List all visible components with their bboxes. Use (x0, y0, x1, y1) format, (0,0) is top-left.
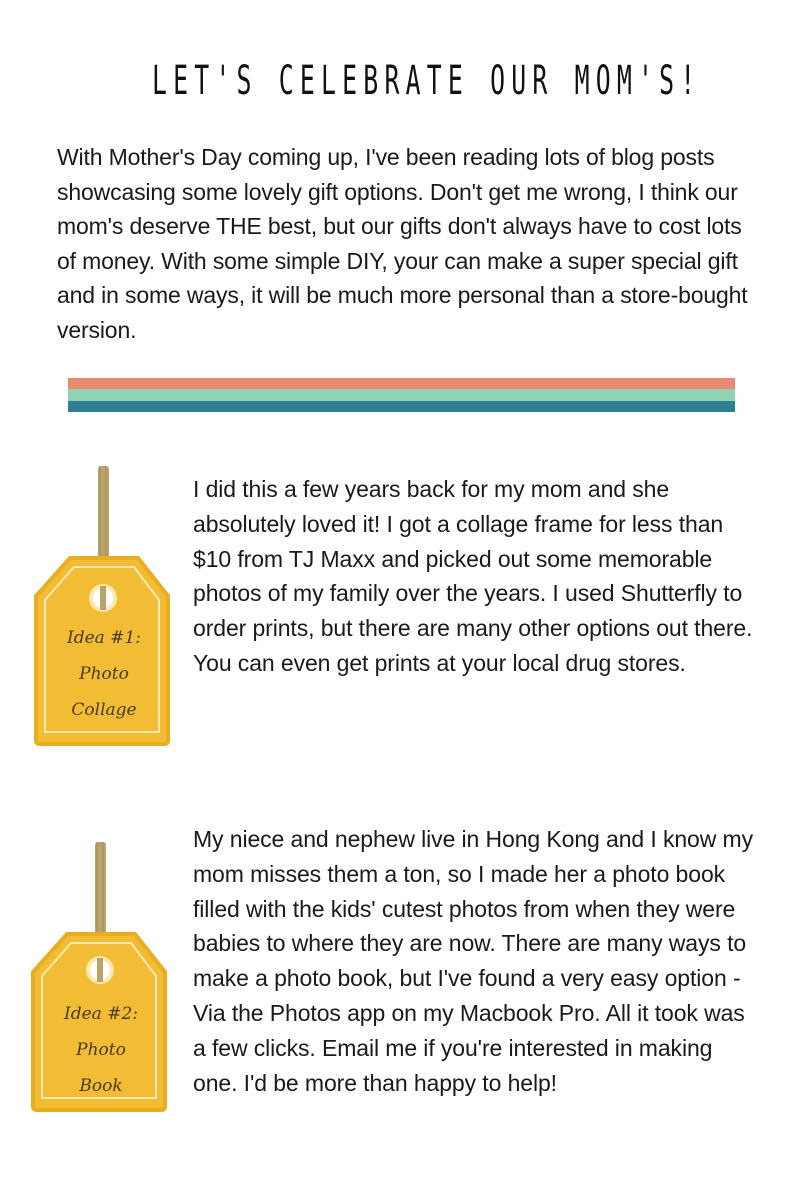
stripe-coral (68, 378, 735, 389)
tag-line: Idea #1: (67, 628, 141, 648)
tag-line: Photo (76, 1040, 126, 1060)
tag-line: Collage (71, 700, 137, 720)
tag-label-idea-1 (34, 620, 174, 728)
intro-paragraph: With Mother's Day coming up, I've been reading lots of blog posts showcasing some lovely gift options. Don't get me wrong, I think our mom's deserve THE best, but our gifts don't always have to cost lots of money. With some simple DIY, your can make a super special gift and in some ways, it will be much more personal than a store-bought version. (57, 144, 748, 343)
gift-tag-idea-2 (31, 840, 171, 1130)
tag-line: Book (79, 1076, 123, 1096)
decorative-stripes (68, 378, 735, 412)
stripe-teal (68, 401, 735, 412)
tag-line: Idea #2: (64, 1004, 138, 1024)
tag-label-idea-2 (31, 996, 171, 1104)
stripe-mint (68, 389, 735, 401)
tag-line: Photo (79, 664, 129, 684)
idea-1-paragraph: I did this a few years back for my mom and she absolutely loved it! I got a collage frame for less than $10 from TJ Maxx and picked out some memorable photos of my family over the years. I used Shutterfly to order prints, but there are many other options out there. You can even get prints at your local drug stores. (193, 476, 753, 676)
gift-tag-idea-1 (34, 464, 174, 754)
idea-2-paragraph: My niece and nephew live in Hong Kong and I know my mom misses them a ton, so I made her a photo book filled with the kids' cutest photos from when they were babies to where they are now. There are many ways to make a photo book, but I've found a very easy option - Via the Photos app on my Macbook Pro. All it took was a few clicks. Email me if you're interested in making one. I'd be more than happy to help! (193, 826, 754, 1096)
page-title: LET'S CELEBRATE OUR MOM'S! (152, 58, 702, 104)
